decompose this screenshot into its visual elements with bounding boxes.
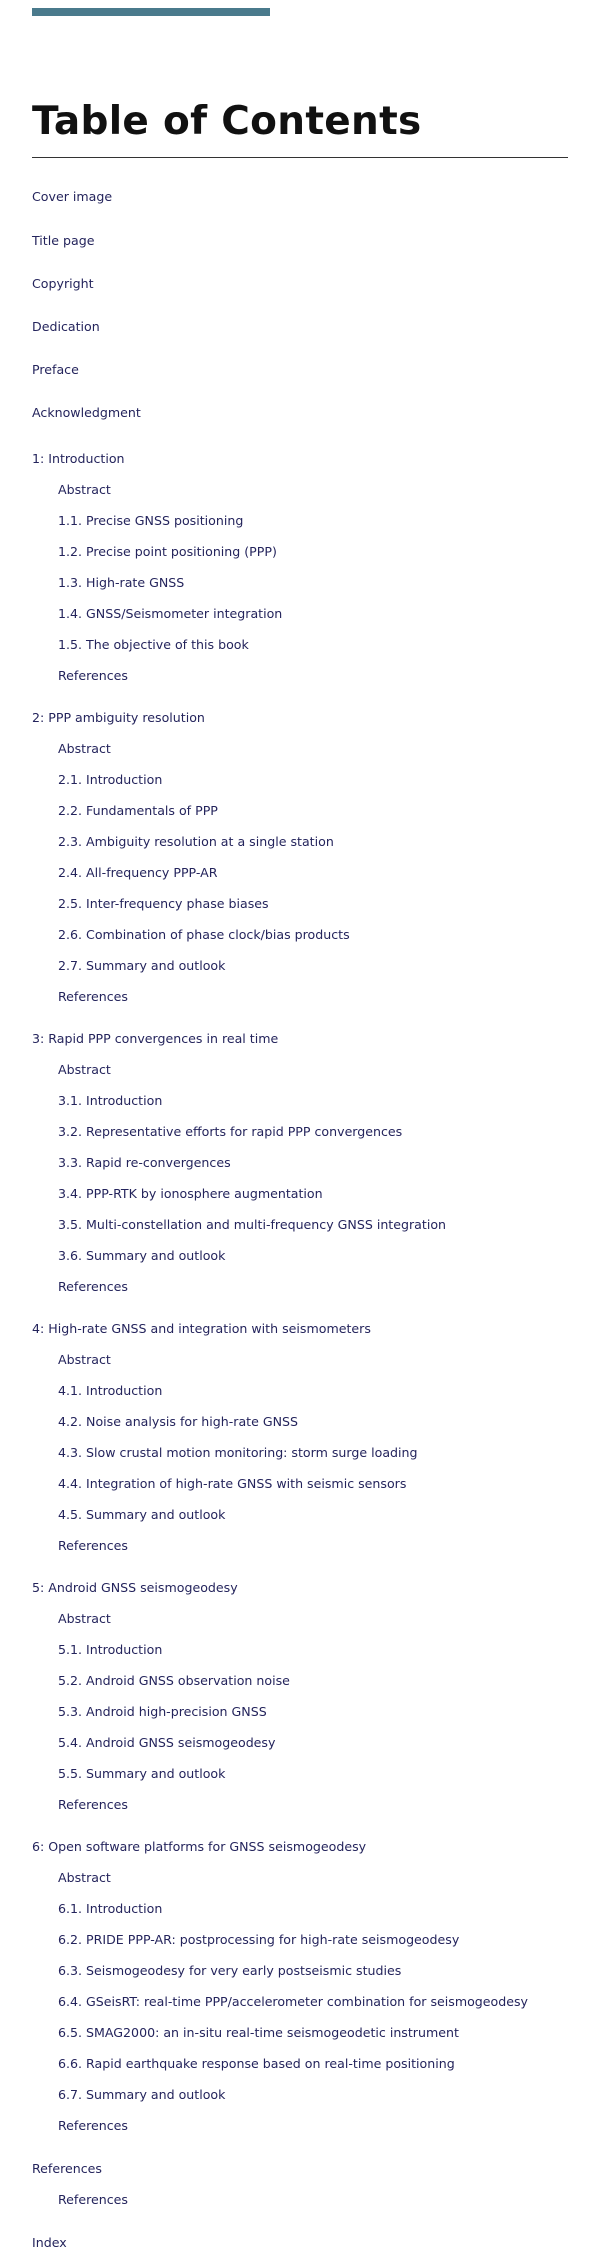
toc-chapter-link[interactable]: 2: PPP ambiguity resolution bbox=[32, 710, 205, 725]
toc-section-link[interactable]: 3.5. Multi-constellation and multi-frequency GNSS integration bbox=[58, 1217, 447, 1232]
toc-section-link[interactable]: 5.2. Android GNSS observation noise bbox=[58, 1673, 290, 1688]
toc-section-link[interactable]: 6.3. Seismogeodesy for very early postseismic studies bbox=[58, 1963, 402, 1978]
toc-section-link[interactable]: 2.5. Inter-frequency phase biases bbox=[58, 896, 269, 911]
toc-section-link[interactable]: 1.1. Precise GNSS positioning bbox=[58, 513, 244, 528]
toc-section-link[interactable]: References bbox=[58, 1538, 128, 1553]
toc-section-link[interactable]: References bbox=[58, 668, 128, 683]
toc-section-link[interactable]: Abstract bbox=[58, 1870, 111, 1885]
toc-section-link[interactable]: 4.5. Summary and outlook bbox=[58, 1507, 226, 1522]
toc-section-link[interactable]: Abstract bbox=[58, 1352, 111, 1367]
toc-section-link[interactable]: Abstract bbox=[58, 741, 111, 756]
toc-chapter-link[interactable]: 1: Introduction bbox=[32, 451, 125, 466]
toc-section-link[interactable]: 5.5. Summary and outlook bbox=[58, 1766, 226, 1781]
toc-chapter-link[interactable]: 6: Open software platforms for GNSS seismogeodesy bbox=[32, 1839, 367, 1854]
toc-section-link[interactable]: 4.2. Noise analysis for high-rate GNSS bbox=[58, 1414, 299, 1429]
toc-section-link[interactable]: References bbox=[58, 2192, 128, 2207]
toc-section-link[interactable]: 5.1. Introduction bbox=[58, 1642, 163, 1657]
title-divider bbox=[32, 157, 568, 158]
toc-section-link[interactable]: 6.5. SMAG2000: an in-situ real-time seismogeodetic instrument bbox=[58, 2025, 459, 2040]
toc-section-link[interactable]: 2.2. Fundamentals of PPP bbox=[58, 803, 218, 818]
toc-section-link[interactable]: 3.2. Representative efforts for rapid PPP convergences bbox=[58, 1124, 403, 1139]
toc-section-link[interactable]: 2.3. Ambiguity resolution at a single station bbox=[58, 834, 334, 849]
toc-section-link[interactable]: 6.1. Introduction bbox=[58, 1901, 163, 1916]
toc-chapter-link[interactable]: Copyright bbox=[32, 276, 94, 291]
toc-section-link[interactable]: 5.3. Android high-precision GNSS bbox=[58, 1704, 267, 1719]
toc-section-link[interactable]: Abstract bbox=[58, 1062, 111, 1077]
toc-section-link[interactable]: 4.4. Integration of high-rate GNSS with seismic sensors bbox=[58, 1476, 407, 1491]
toc-section-link[interactable]: References bbox=[58, 989, 128, 1004]
toc-section-link[interactable]: 3.1. Introduction bbox=[58, 1093, 163, 1108]
toc-chapter-link[interactable]: Cover image bbox=[32, 189, 113, 204]
toc-chapter-link[interactable]: 4: High-rate GNSS and integration with seismometers bbox=[32, 1321, 371, 1336]
toc-section-link[interactable]: 2.7. Summary and outlook bbox=[58, 958, 226, 973]
accent-bar bbox=[32, 8, 270, 16]
toc-chapter-link[interactable]: Acknowledgment bbox=[32, 405, 141, 420]
toc-chapter-link[interactable]: 3: Rapid PPP convergences in real time bbox=[32, 1031, 279, 1046]
toc-section-link[interactable]: 5.4. Android GNSS seismogeodesy bbox=[58, 1735, 276, 1750]
toc-section-link[interactable]: 1.2. Precise point positioning (PPP) bbox=[58, 544, 277, 559]
toc-section-link[interactable]: 6.4. GSeisRT: real-time PPP/accelerometer combination for seismogeodesy bbox=[58, 1994, 529, 2009]
toc-section-link[interactable]: References bbox=[58, 1279, 128, 1294]
toc-section-link[interactable]: References bbox=[58, 1797, 128, 1812]
toc-section-link[interactable]: 2.4. All-frequency PPP-AR bbox=[58, 865, 218, 880]
toc-section-link[interactable]: 3.3. Rapid re-convergences bbox=[58, 1155, 231, 1170]
toc-section-link[interactable]: 4.3. Slow crustal motion monitoring: storm surge loading bbox=[58, 1445, 418, 1460]
toc-section-link[interactable]: 1.4. GNSS/Seismometer integration bbox=[58, 606, 283, 621]
toc-section-link[interactable]: 3.6. Summary and outlook bbox=[58, 1248, 226, 1263]
toc-section-link[interactable]: Abstract bbox=[58, 482, 111, 497]
page-title: Table of Contents bbox=[32, 99, 422, 144]
toc-section-link[interactable]: 4.1. Introduction bbox=[58, 1383, 163, 1398]
toc-section-link[interactable]: 1.3. High-rate GNSS bbox=[58, 575, 185, 590]
toc-chapter-link[interactable]: Preface bbox=[32, 362, 79, 377]
toc-section-link[interactable]: 6.7. Summary and outlook bbox=[58, 2087, 226, 2102]
toc-section-link[interactable]: Abstract bbox=[58, 1611, 111, 1626]
toc-section-link[interactable]: 2.6. Combination of phase clock/bias products bbox=[58, 927, 350, 942]
toc-section-link[interactable]: 1.5. The objective of this book bbox=[58, 637, 249, 652]
toc-chapter-link[interactable]: 5: Android GNSS seismogeodesy bbox=[32, 1580, 238, 1595]
toc-section-link[interactable]: References bbox=[58, 2118, 128, 2133]
toc-section-link[interactable]: 2.1. Introduction bbox=[58, 772, 163, 787]
toc-section-link[interactable]: 6.2. PRIDE PPP-AR: postprocessing for high-rate seismogeodesy bbox=[58, 1932, 460, 1947]
toc-chapter-link[interactable]: Index bbox=[32, 2235, 67, 2250]
toc-chapter-link[interactable]: References bbox=[32, 2161, 102, 2176]
toc-chapter-link[interactable]: Title page bbox=[32, 233, 95, 248]
toc-section-link[interactable]: 6.6. Rapid earthquake response based on real-time positioning bbox=[58, 2056, 455, 2071]
toc-section-link[interactable]: 3.4. PPP-RTK by ionosphere augmentation bbox=[58, 1186, 323, 1201]
toc-chapter-link[interactable]: Dedication bbox=[32, 319, 100, 334]
